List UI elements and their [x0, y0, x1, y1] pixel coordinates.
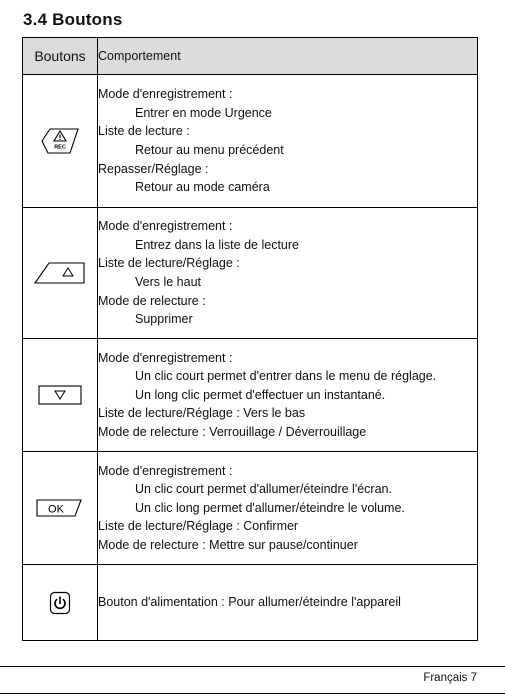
- button-icon-cell: [23, 339, 98, 452]
- behavior-line: Un clic court permet d'entrer dans le menu de réglage.: [135, 369, 437, 384]
- behavior-line: Vers le haut: [135, 275, 202, 289]
- ok-button-icon: [35, 497, 85, 519]
- up-arrow-button-icon: [33, 260, 87, 286]
- table-row: [23, 75, 478, 208]
- button-icon-cell: [23, 452, 98, 565]
- table-row: [23, 208, 478, 339]
- behavior-line: Bouton d'alimentation : Pour allumer/éteindre l'appareil: [98, 595, 401, 610]
- behavior-line: Liste de lecture/Réglage :: [98, 256, 240, 271]
- header-behavior: Comportement: [98, 38, 478, 75]
- page-footer: Français 7: [423, 672, 477, 684]
- behavior-line: Mode de relecture : Verrouillage / Déverrouillage: [98, 424, 367, 439]
- behavior-cell: [98, 208, 478, 339]
- rec-emergency-button-icon: [40, 126, 80, 156]
- ok-label: OK: [48, 503, 64, 516]
- section-title: 3.4 Boutons: [23, 10, 123, 29]
- behavior-line: Entrez dans la liste de lecture: [135, 237, 299, 252]
- down-arrow-button-icon: [37, 384, 83, 406]
- behavior-line: Repasser/Réglage :: [98, 161, 209, 176]
- behavior-line: Liste de lecture :: [98, 124, 190, 139]
- behavior-line: Liste de lecture/Réglage : Vers le bas: [98, 406, 306, 421]
- behavior-line: Mode d'enregistrement :: [98, 219, 233, 234]
- behavior-line: Un long clic permet d'effectuer un instantané.: [135, 387, 386, 402]
- behavior-cell: [98, 452, 478, 565]
- behavior-cell: [98, 339, 478, 452]
- behavior-line: Retour au menu précédent: [135, 143, 284, 157]
- table-header-row: [23, 38, 478, 75]
- behavior-line: Mode d'enregistrement :: [98, 87, 233, 102]
- behavior-cell: [98, 565, 478, 641]
- behavior-line: Liste de lecture/Réglage : Confirmer: [98, 519, 299, 534]
- rec-label: REC: [54, 144, 66, 151]
- behavior-line: Retour au mode caméra: [135, 180, 270, 195]
- table-row: [23, 565, 478, 641]
- footer-divider: [0, 666, 505, 667]
- behavior-line: Mode d'enregistrement :: [98, 463, 233, 478]
- behavior-line: Mode de relecture :: [98, 293, 206, 308]
- behavior-line: Entrer en mode Urgence: [135, 105, 272, 120]
- behavior-line: Supprimer: [135, 312, 193, 327]
- buttons-table: [22, 37, 478, 641]
- table-row: [23, 339, 478, 452]
- behavior-line: Mode de relecture : Mettre sur pause/continuer: [98, 537, 358, 552]
- power-button-icon: [49, 591, 71, 615]
- behavior-cell: [98, 75, 478, 208]
- behavior-line: Un clic long permet d'allumer/éteindre le volume.: [135, 500, 405, 515]
- behavior-line: Un clic court permet d'allumer/éteindre l'écran.: [135, 482, 392, 497]
- behavior-line: Mode d'enregistrement :: [98, 350, 233, 365]
- button-icon-cell: [23, 75, 98, 208]
- header-buttons: Boutons: [23, 38, 98, 75]
- button-icon-cell: [23, 565, 98, 641]
- button-icon-cell: [23, 208, 98, 339]
- table-row: [23, 452, 478, 565]
